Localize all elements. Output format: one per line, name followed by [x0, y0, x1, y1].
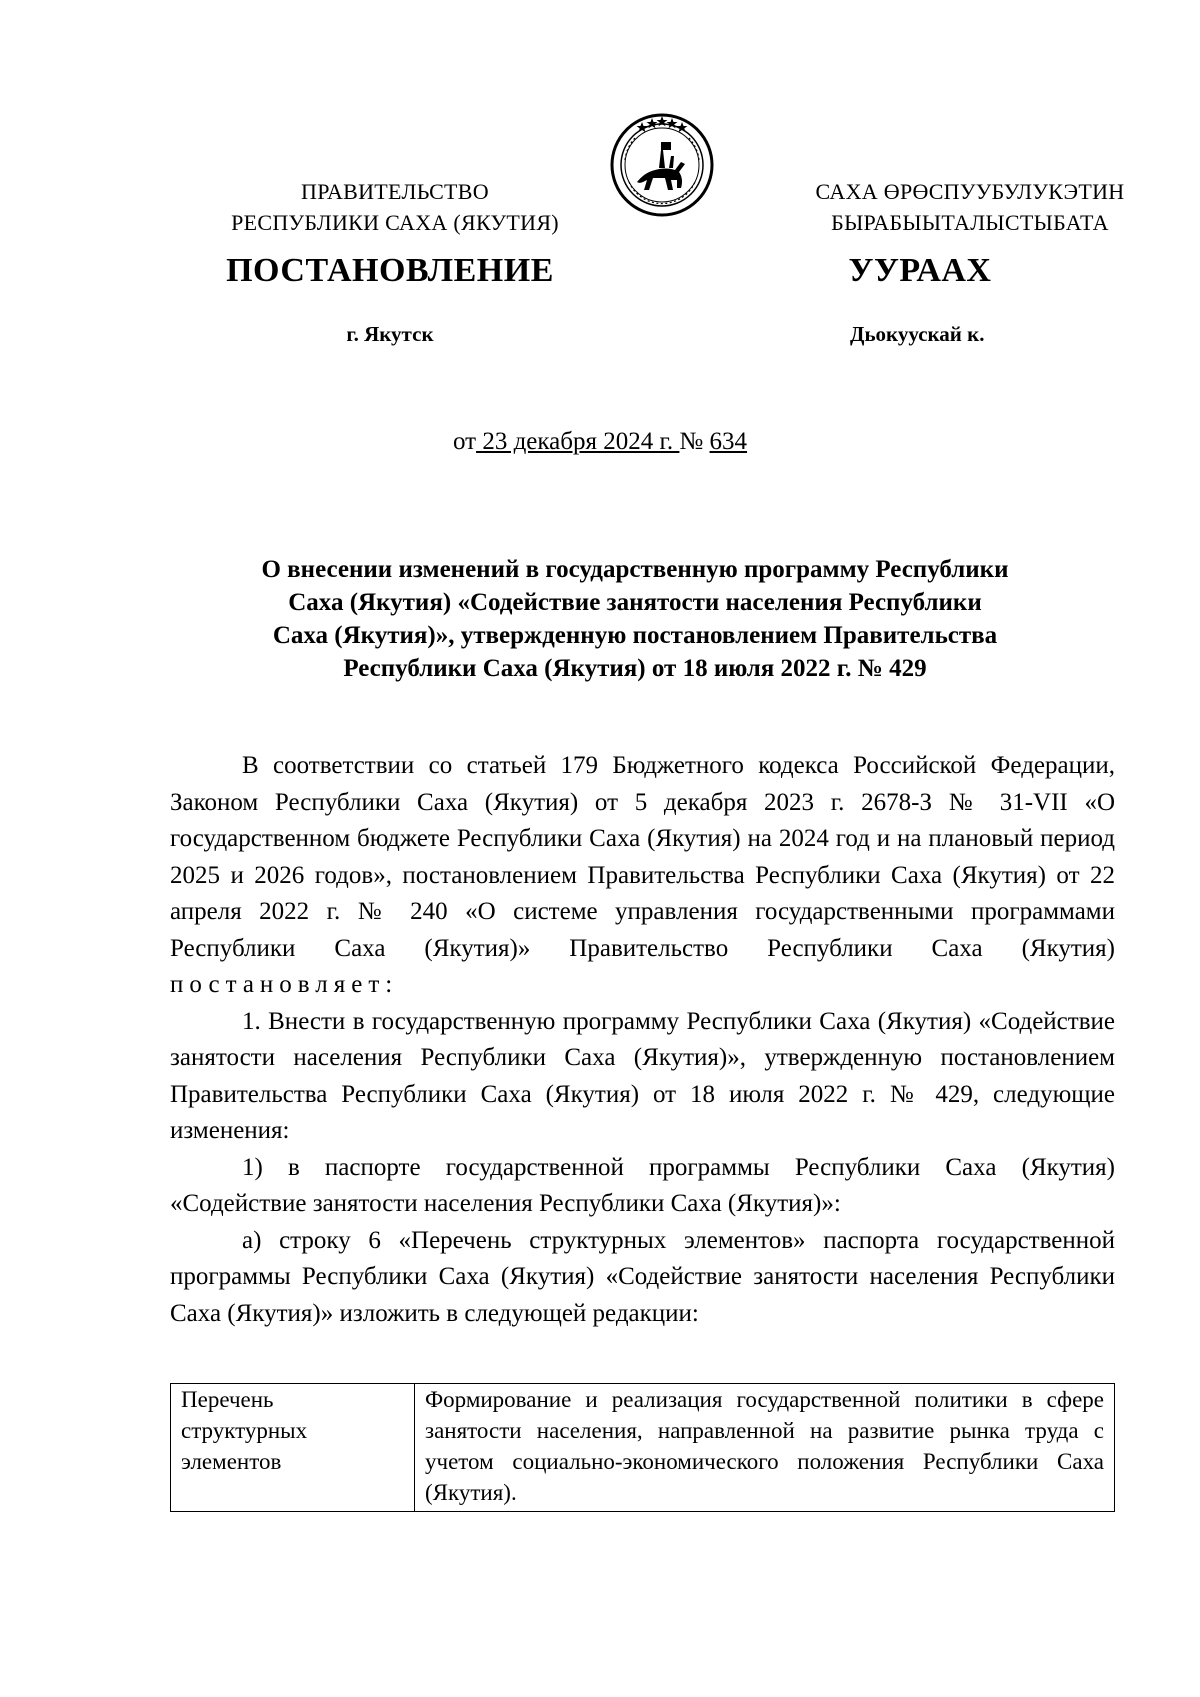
document-number: 634 — [709, 428, 748, 455]
government-name-sah-line2: БЫРАБЫЫТАЛЫСТЫБАТА — [831, 210, 1109, 235]
government-name-ru-line1: ПРАВИТЕЛЬСТВО — [301, 179, 489, 204]
coat-of-arms-icon — [607, 110, 717, 220]
preamble-paragraph — [170, 748, 1115, 1004]
table-cell-value: Формирование и реализация государственной политики в сфере занятости населения, направленной на развитие рынка труда с учетом социально-экономического положения Республики Саха (Якутия). — [415, 1384, 1115, 1512]
passport-table — [170, 1383, 1115, 1512]
document-title — [170, 553, 1100, 685]
resolves-word: постановляет: — [170, 971, 399, 998]
title-line4: Республики Саха (Якутия) от 18 июля 2022 г. № 429 — [343, 655, 927, 682]
government-name-ru-line2: РЕСПУБЛИКИ САХА (ЯКУТИЯ) — [231, 210, 559, 235]
subitem-1-paragraph: 1) в паспорте государственной программы Республики Саха (Якутия) «Содействие занятости населения Республики Саха (Якутия)»: — [170, 1153, 1115, 1217]
title-line1: О внесении изменений в государственную программу Республики — [261, 556, 1009, 583]
number-label: № — [679, 428, 704, 455]
document-date-line — [0, 428, 1200, 456]
document-body — [170, 748, 1115, 1332]
doc-type-ru: ПОСТАНОВЛЕНИЕ — [226, 252, 554, 289]
doc-type-sah: УУРААХ — [848, 252, 992, 289]
government-name-sah — [760, 176, 1180, 238]
government-name-sah-line1: САХА ӨРӨСПУУБУЛУКЭТИН — [815, 179, 1125, 204]
preamble-text: В соответствии со статьей 179 Бюджетного кодекса Российской Федерации, Законом Республики Саха (Якутия) от 5 декабря 2023 г. 2678-З № 31-VII «О государственном бюджете Республики Саха (Якутия) на 2024 год и на плановый период 2025 и 2026 годов», постановлением Правительства Республики Саха (Якутия) от 22 апреля 2022 г. № 240 «О системе управления государственными программами Республики Саха (Якутия)» Правительство Республики Саха (Якутия) — [170, 752, 1115, 962]
city-sah: Дьокуускай к. — [850, 322, 985, 346]
government-name-ru — [185, 176, 605, 238]
date-prefix: от — [452, 428, 477, 455]
table-row — [171, 1384, 1115, 1512]
subitem-a-paragraph: а) строку 6 «Перечень структурных элементов» паспорта государственной программы Республики Саха (Якутия) «Содействие занятости населения Республики Саха (Якутия)» изложить в следующей редакции: — [170, 1226, 1115, 1327]
item-1-paragraph: 1. Внести в государственную программу Республики Саха (Якутия) «Содействие занятости населения Республики Саха (Якутия)», утвержденную постановлением Правительства Республики Саха (Якутия) от 18 июля 2022 г. № 429, следующие изменения: — [170, 1007, 1115, 1144]
document-date: 23 декабря 2024 г. — [476, 428, 680, 455]
title-line3: Саха (Якутия)», утвержденную постановлением Правительства — [272, 622, 998, 649]
table-cell-label: Перечень структурных элементов — [171, 1384, 415, 1512]
title-line2: Саха (Якутия) «Содействие занятости населения Республики — [288, 589, 982, 616]
city-ru: г. Якутск — [346, 322, 434, 346]
